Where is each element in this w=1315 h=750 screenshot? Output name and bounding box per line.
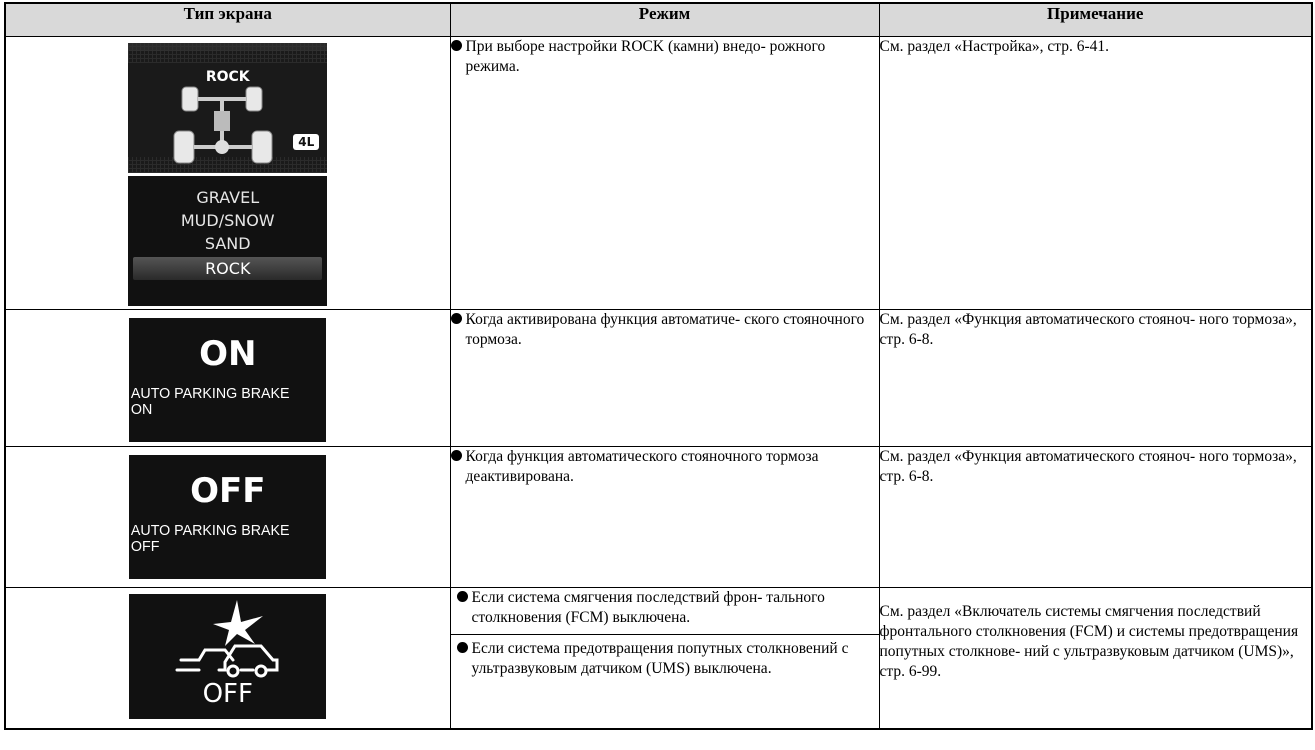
collision-warning-icon — [169, 598, 289, 680]
mode-text: Когда функция автоматического стояночного тормоза деактивирована. — [465, 448, 819, 485]
rock-title: ROCK — [205, 69, 250, 85]
table-row — [5, 310, 1312, 447]
table-header-row — [5, 3, 1312, 37]
status-on: ON — [199, 334, 257, 374]
display-line2: OFF — [131, 538, 160, 555]
list-item: SAND — [204, 234, 251, 253]
parking-brake-off-display — [129, 455, 326, 579]
table-row — [5, 447, 1312, 588]
list-item: MUD/SNOW — [180, 211, 275, 230]
mode-cell — [450, 310, 879, 447]
note-cell: См. раздел «Функция автоматического стояноч- ного тормоза», стр. 6-8. — [879, 447, 1312, 588]
header-mode: Режим — [450, 3, 879, 37]
display-grid-pattern — [128, 43, 327, 63]
fcm-off-display — [129, 594, 326, 719]
range-badge: 4L — [293, 134, 319, 150]
screen-cell — [5, 310, 450, 447]
bullet-icon — [451, 450, 462, 461]
screen-cell — [5, 37, 450, 310]
list-item: GRAVEL — [196, 188, 260, 207]
bullet-icon — [451, 313, 462, 324]
mode-cell — [450, 37, 879, 310]
mode-cell — [450, 588, 879, 729]
status-off: OFF — [190, 471, 266, 511]
bullet-icon — [451, 40, 462, 51]
list-item-selected: ROCK — [133, 257, 322, 280]
fcm-off-label: OFF — [202, 679, 253, 709]
display-line2: ON — [131, 401, 153, 418]
terrain-mode-list — [128, 176, 327, 306]
mode-text: При выборе настройки ROCK (камни) внедо- рожного режима. — [465, 38, 826, 75]
note-cell: См. раздел «Настройка», стр. 6-41. — [879, 37, 1312, 310]
note-cell: См. раздел «Включатель системы смягчения последствий фронтального столкновения (FCM) и системы предотвращения попутных столкнове- ний с ультразвуковым датчиком (UMS)», стр. 6-99. — [879, 588, 1312, 729]
mode-cell — [450, 447, 879, 588]
screen-cell — [5, 588, 450, 729]
bullet-icon — [457, 642, 468, 653]
info-table — [4, 2, 1313, 730]
table-row — [5, 588, 1312, 729]
screen-cell — [5, 447, 450, 588]
rock-display — [128, 43, 327, 173]
table-row — [5, 37, 1312, 310]
display-line1: AUTO PARKING BRAKE — [131, 385, 290, 402]
header-screen-type: Тип экрана — [5, 3, 450, 37]
display-line1: AUTO PARKING BRAKE — [131, 522, 290, 539]
parking-brake-on-display — [129, 318, 326, 442]
drivetrain-icon — [172, 85, 282, 167]
mode-text: Когда активирована функция автоматиче- ского стояночного тормоза. — [465, 311, 865, 348]
mode-text: Если система смягчения последствий фрон- тального столкновения (FCM) выключена. — [471, 589, 825, 626]
mode-text: Если система предотвращения попутных столкновений с ультразвуковым датчиком (UMS) выключена. — [471, 640, 849, 677]
note-cell: См. раздел «Функция автоматического стояноч- ного тормоза», стр. 6-8. — [879, 310, 1312, 447]
header-note: Примечание — [879, 3, 1312, 37]
bullet-icon — [457, 591, 468, 602]
